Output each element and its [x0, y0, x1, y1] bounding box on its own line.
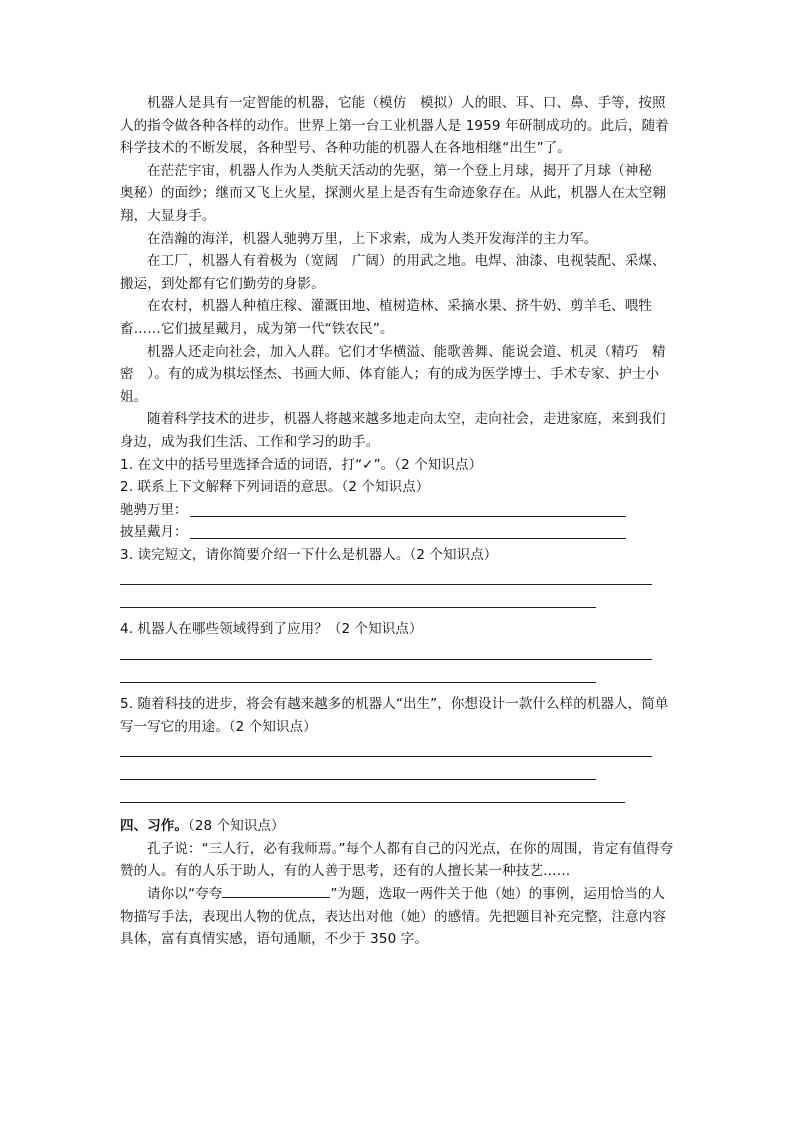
writing-section-points: （28 个知识点）: [188, 818, 285, 835]
writing-prompt-2: [120, 883, 676, 951]
writing-prompt-2-after: ”为题，选取一两件关于他（她）的事例，运用恰当的人物描写手法，表现出人物的优点，表达出对他（她）的感情。先把题目补充完整，注意内容具体，富有真情实感，语句通顺，不少于 350 字。: [120, 886, 666, 948]
writing-prompt-2-before: 请你以“夸夸: [147, 886, 223, 903]
passage-paragraph-6: 机器人还走向社会，加入人群。它们才华横溢、能歌善舞、能说会道、机灵（精巧 精密 ）。有的成为棋坛怪杰、书画大师、体育能人；有的成为医学博士、手术专家、护士小姐。: [120, 343, 666, 405]
writing-section-title: 四、习作。: [120, 818, 188, 835]
passage-paragraph-5: 在农村，机器人种植庄稼、灌溉田地、植树造林、采摘水果、挤牛奶、剪羊毛、喂牲畜……它们披星戴月，成为第一代“铁农民”。: [120, 298, 653, 337]
title-blank[interactable]: [222, 883, 330, 898]
passage-paragraph-4: 在工厂，机器人有着极为（宽阔 广阔）的用武之地。电焊、油漆、电视装配、采煤、搬运，到处都有它们勤劳的身影。: [120, 253, 666, 292]
writing-section-header: [120, 815, 676, 838]
answer-area-q5: [120, 756, 676, 803]
passage-paragraph-3: 在浩瀚的海洋，机器人驰骋万里，上下求索，成为人类开发海洋的主力军。: [147, 230, 598, 247]
answer-area-q3: [120, 584, 676, 608]
answer-line-pixing[interactable]: [190, 538, 626, 539]
term-label-chicheng: 驰骋万里：: [120, 501, 188, 518]
answer-line-q3-1[interactable]: [120, 584, 652, 585]
reading-passage: [120, 92, 676, 454]
answer-line-q4-1[interactable]: [120, 659, 652, 660]
writing-prompt-1: 孔子说：“三人行，必有我师焉。”每个人都有自己的闪光点，在你的周围，肯定有值得夸赞的人。有的人乐于助人，有的人善于思考，还有的人擅长某一种技艺……: [120, 840, 674, 880]
answer-line-q3-2[interactable]: [120, 607, 596, 608]
passage-paragraph-1: 机器人是具有一定智能的机器，它能（模仿 模拟）人的眼、耳、口、鼻、手等，按照人的指令做各种各样的动作。世界上第一台工业机器人是 1959 年研制成功的。此后，随着科学技术的不断发展，各种型号、各种功能的机器人在各地相继“出生”了。: [120, 95, 669, 157]
answer-line-chicheng[interactable]: [190, 516, 626, 517]
term-row-pixing: [120, 521, 676, 544]
answer-line-q5-1[interactable]: [120, 756, 652, 757]
worksheet-page: [120, 92, 676, 951]
term-row-chicheng: [120, 499, 676, 522]
term-label-pixing: 披星戴月：: [120, 524, 188, 541]
question-5: 5. 随着科技的进步，将会有越来越多的机器人“出生”，你想设计一款什么样的机器人，简单写一写它的用途。（2 个知识点）: [120, 696, 669, 735]
question-4: 4. 机器人在哪些领域得到了应用？（2 个知识点）: [120, 621, 423, 638]
answer-line-q5-3[interactable]: [120, 802, 625, 803]
question-1: 1. 在文中的括号里选择合适的词语，打“✓”。（2 个知识点）: [120, 456, 483, 473]
question-2: 2. 联系上下文解释下列词语的意思。（2 个知识点）: [120, 479, 430, 496]
question-3: 3. 读完短文，请你简要介绍一下什么是机器人。（2 个知识点）: [120, 546, 498, 563]
answer-line-q4-2[interactable]: [120, 682, 596, 683]
passage-paragraph-2: 在茫茫宇宙，机器人作为人类航天活动的先驱，第一个登上月球，揭开了月球（神秘 奥秘）的面纱；继而又飞上火星，探测火星上是否有生命迹象存在。从此，机器人在太空翱翔，大显身手。: [120, 162, 666, 224]
answer-area-q4: [120, 659, 676, 683]
passage-paragraph-7: 随着科学技术的进步，机器人将越来越多地走向太空，走向社会，走进家庭，来到我们身边，成为我们生活、工作和学习的助手。: [120, 411, 666, 450]
answer-line-q5-2[interactable]: [120, 779, 596, 780]
